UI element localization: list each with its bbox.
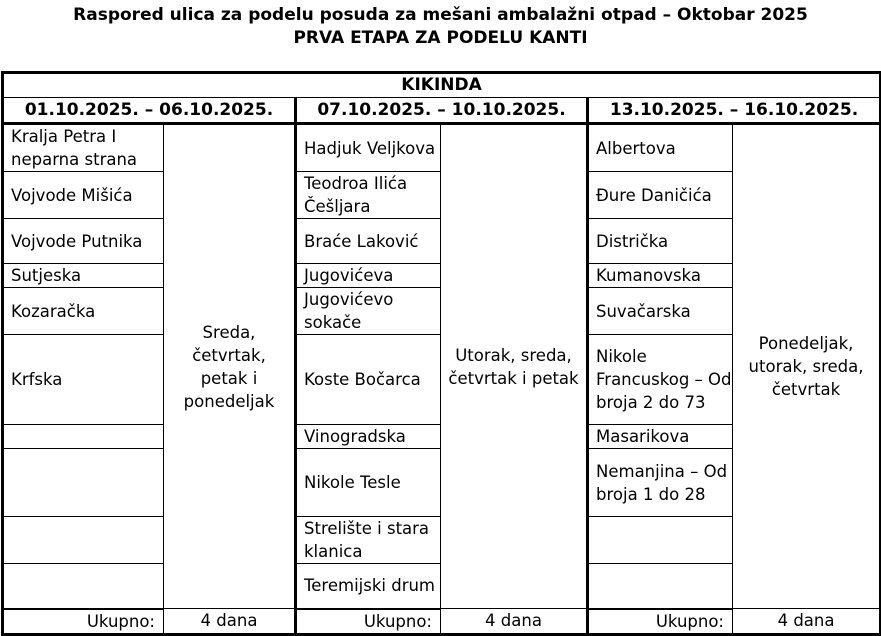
street-cell: Jugovićevo sokače: [296, 288, 441, 335]
period-3-total-label: Ukupno:: [588, 609, 733, 635]
period-2-range: 07.10.2025. – 10.10.2025.: [296, 98, 588, 124]
document-subtitle: PRVA ETAPA ZA PODELU KANTI: [293, 28, 588, 48]
street-cell: [3, 425, 164, 449]
period-3-days: Ponedeljak, utorak, sreda, četvrtak: [733, 124, 881, 609]
document-title: Raspored ulica za podelu posuda za mešani ambalažni otpad – Oktobar 2025: [73, 5, 808, 25]
street-cell: Suvačarska: [588, 288, 733, 335]
period-3-range: 13.10.2025. – 16.10.2025.: [588, 98, 881, 124]
street-cell: [3, 449, 164, 517]
street-cell: [3, 564, 164, 609]
period-2-total-label: Ukupno:: [296, 609, 441, 635]
street-cell: Nikole Francuskog – Od broja 2 do 73: [588, 335, 733, 425]
street-cell: Vojvode Mišića: [3, 172, 164, 219]
street-cell: Nikole Tesle: [296, 449, 441, 517]
street-cell: Vojvode Putnika: [3, 219, 164, 264]
street-cell: Nemanjina – Od broja 1 do 28: [588, 449, 733, 517]
street-cell: Albertova: [588, 124, 733, 172]
street-cell: Masarikova: [588, 425, 733, 449]
city-header: KIKINDA: [3, 73, 881, 98]
period-3-total-value: 4 dana: [733, 609, 881, 635]
street-cell: Kumanovska: [588, 264, 733, 288]
schedule-table: [1, 71, 881, 636]
street-cell: Teremijski drum: [296, 564, 441, 609]
period-2-total-value: 4 dana: [441, 609, 588, 635]
street-cell: Đure Daničića: [588, 172, 733, 219]
street-cell: [588, 517, 733, 564]
street-cell: Hadjuk Veljkova: [296, 124, 441, 172]
street-cell: Sutjeska: [3, 264, 164, 288]
period-1-days: Sreda, četvrtak, petak i ponedeljak: [164, 124, 296, 609]
street-cell: Krfska: [3, 335, 164, 425]
period-1-total-label: Ukupno:: [3, 609, 164, 635]
street-cell: Kralja Petra I neparna strana: [3, 124, 164, 172]
period-1-total-value: 4 dana: [164, 609, 296, 635]
street-cell: Kozaračka: [3, 288, 164, 335]
period-1-range: 01.10.2025. – 06.10.2025.: [3, 98, 296, 124]
street-cell: Strelište i stara klanica: [296, 517, 441, 564]
street-cell: [588, 564, 733, 609]
period-2-days: Utorak, sreda, četvrtak i petak: [441, 124, 588, 609]
street-cell: Braće Laković: [296, 219, 441, 264]
street-cell: Koste Bočarca: [296, 335, 441, 425]
street-cell: Teodroa Ilića Češljara: [296, 172, 441, 219]
street-cell: Jugovićeva: [296, 264, 441, 288]
street-cell: Distrička: [588, 219, 733, 264]
street-cell: Vinogradska: [296, 425, 441, 449]
street-cell: [3, 517, 164, 564]
